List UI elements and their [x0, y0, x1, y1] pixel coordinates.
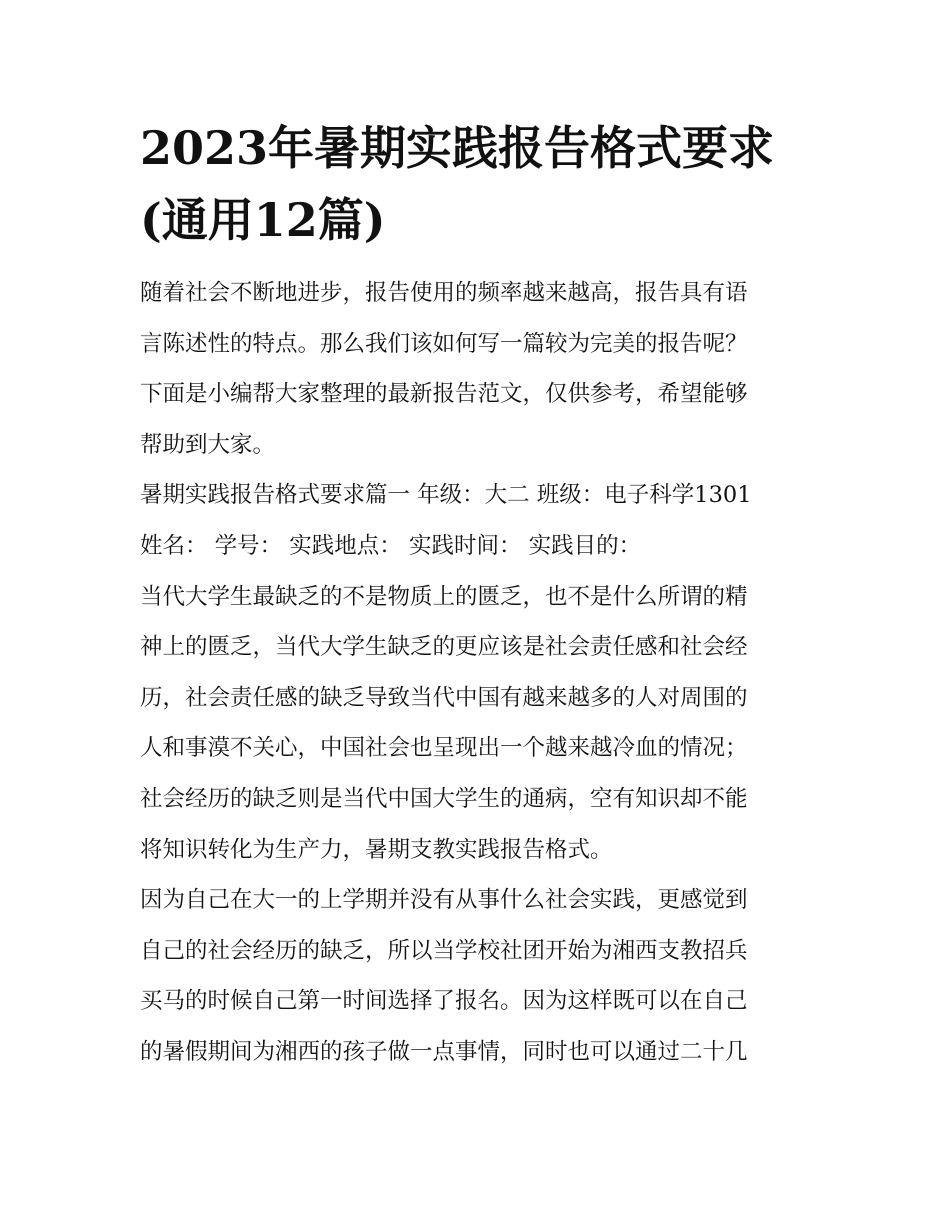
document-body — [140, 268, 812, 1078]
text-line: 言陈述性的特点。那么我们该如何写一篇较为完美的报告呢？ — [140, 330, 748, 357]
text-line: 随着社会不断地进步，报告使用的频率越来越高，报告具有语 — [140, 280, 748, 306]
text-line: 人和事漠不关心，中国社会也呈现出一个越来越冷血的情况； — [140, 735, 748, 762]
text-line: 因为自己在大一的上学期并没有从事什么社会实践，更感觉到 — [140, 887, 748, 914]
title-line: 2023年暑期实践报告格式要求 — [140, 121, 775, 175]
paragraph-header-info — [140, 470, 812, 571]
text-line: 买马的时候自己第一时间选择了报名。因为这样既可以在自己 — [140, 988, 748, 1015]
text-line: 暑期实践报告格式要求篇一 年级：大二 班级：电子科学1301 — [140, 482, 752, 509]
text-line: 历，社会责任感的缺乏导致当代中国有越来越多的人对周围的 — [140, 684, 748, 711]
text-line: 姓名： 学号： 实践地点： 实践时间： 实践目的： — [140, 532, 642, 559]
text-line: 将知识转化为生产力，暑期支教实践报告格式。 — [140, 836, 613, 863]
text-line: 神上的匮乏，当代大学生缺乏的更应该是社会责任感和社会经 — [140, 634, 748, 661]
document-title — [140, 112, 812, 256]
text-line: 的暑假期间为湘西的孩子做一点事情，同时也可以通过二十几 — [140, 1038, 748, 1065]
paragraph-intro — [140, 268, 812, 470]
text-line: 下面是小编帮大家整理的最新报告范文，仅供参考，希望能够 — [140, 381, 748, 408]
text-line: 社会经历的缺乏则是当代中国大学生的通病，空有知识却不能 — [140, 785, 748, 812]
title-line: (通用12篇) — [140, 193, 386, 247]
text-line: 自己的社会经历的缺乏，所以当学校社团开始为湘西支教招兵 — [140, 937, 748, 964]
document-page — [140, 112, 812, 1078]
paragraph-purpose — [140, 572, 812, 876]
paragraph-motivation — [140, 875, 812, 1077]
text-line: 当代大学生最缺乏的不是物质上的匮乏，也不是什么所谓的精 — [140, 583, 748, 610]
text-line: 帮助到大家。 — [140, 431, 276, 458]
